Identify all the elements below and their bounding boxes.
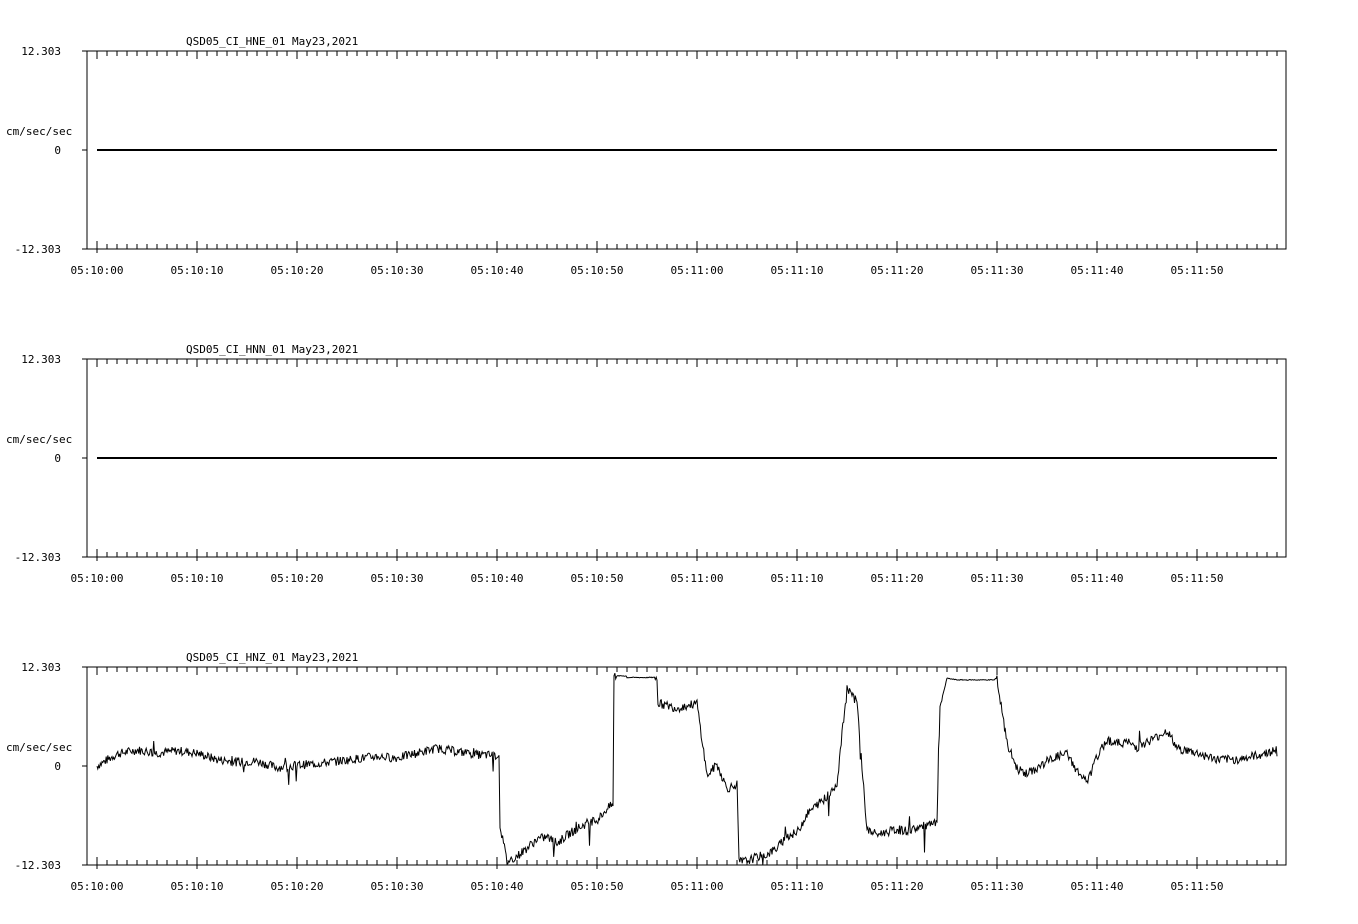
x-tick-label: 05:11:00 — [670, 572, 724, 585]
x-tick-label: 05:10:00 — [70, 880, 124, 893]
x-tick-label: 05:10:30 — [370, 264, 424, 277]
x-tick-label: 05:10:00 — [70, 572, 124, 585]
y-tick-label: 0 — [54, 144, 61, 157]
x-tick-label: 05:11:50 — [1170, 572, 1224, 585]
x-tick-label: 05:10:10 — [170, 264, 224, 277]
x-tick-label: 05:10:10 — [170, 880, 224, 893]
y-tick-label: 12.303 — [21, 661, 61, 674]
x-tick-label: 05:11:20 — [870, 880, 924, 893]
panel-2 — [6, 343, 1286, 585]
x-tick-label: 05:10:20 — [270, 264, 324, 277]
x-tick-label: 05:11:40 — [1070, 880, 1124, 893]
x-tick-label: 05:11:20 — [870, 572, 924, 585]
y-axis-label: cm/sec/sec — [6, 741, 73, 754]
y-tick-label: 12.303 — [21, 45, 61, 58]
y-tick-label: 12.303 — [21, 353, 61, 366]
y-tick-label: -12.303 — [14, 551, 61, 564]
panel-3 — [6, 651, 1286, 893]
y-tick-label: -12.303 — [14, 243, 61, 256]
x-tick-label: 05:10:00 — [70, 264, 124, 277]
x-tick-label: 05:10:50 — [570, 880, 624, 893]
y-tick-label: 0 — [54, 760, 61, 773]
x-tick-label: 05:11:30 — [970, 264, 1024, 277]
x-tick-label: 05:11:30 — [970, 880, 1024, 893]
y-tick-label: -12.303 — [14, 859, 61, 872]
panel-title: QSD05_CI_HNN_01 May23,2021 — [186, 343, 359, 356]
x-tick-label: 05:11:40 — [1070, 572, 1124, 585]
y-tick-label: 0 — [54, 452, 61, 465]
x-tick-label: 05:10:30 — [370, 880, 424, 893]
x-tick-label: 05:10:50 — [570, 264, 624, 277]
x-tick-label: 05:10:40 — [470, 572, 524, 585]
x-tick-label: 05:10:10 — [170, 572, 224, 585]
x-tick-label: 05:10:40 — [470, 880, 524, 893]
y-axis-label: cm/sec/sec — [6, 125, 73, 138]
x-tick-label: 05:10:50 — [570, 572, 624, 585]
x-tick-label: 05:10:20 — [270, 572, 324, 585]
panel-title: QSD05_CI_HNZ_01 May23,2021 — [186, 651, 359, 664]
x-tick-label: 05:10:40 — [470, 264, 524, 277]
panel-1 — [6, 35, 1286, 277]
panel-title: QSD05_CI_HNE_01 May23,2021 — [186, 35, 359, 48]
x-tick-label: 05:11:50 — [1170, 264, 1224, 277]
x-tick-label: 05:11:10 — [770, 572, 824, 585]
x-tick-label: 05:10:20 — [270, 880, 324, 893]
x-tick-label: 05:11:10 — [770, 264, 824, 277]
waveform-trace — [97, 673, 1277, 865]
x-tick-label: 05:11:10 — [770, 880, 824, 893]
x-tick-label: 05:11:30 — [970, 572, 1024, 585]
x-tick-label: 05:11:40 — [1070, 264, 1124, 277]
x-tick-label: 05:11:50 — [1170, 880, 1224, 893]
x-tick-label: 05:11:00 — [670, 264, 724, 277]
x-tick-label: 05:11:00 — [670, 880, 724, 893]
x-tick-label: 05:11:20 — [870, 264, 924, 277]
x-tick-label: 05:10:30 — [370, 572, 424, 585]
y-axis-label: cm/sec/sec — [6, 433, 73, 446]
